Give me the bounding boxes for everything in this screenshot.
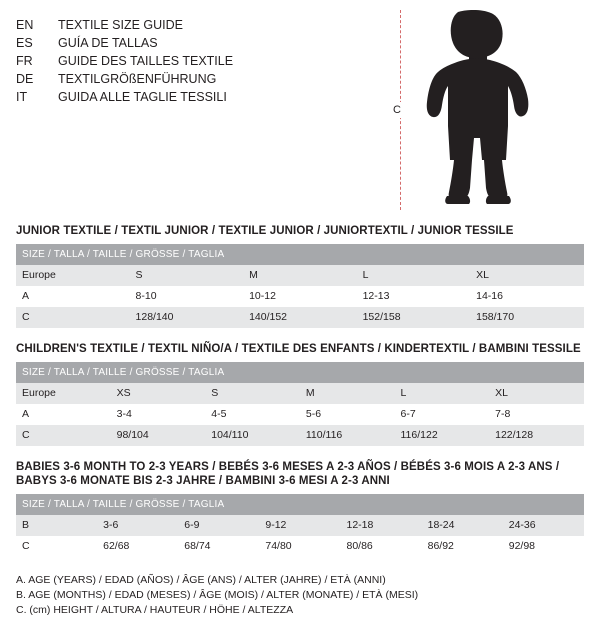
row-label: C	[16, 425, 111, 446]
language-title: GUÍA DE TALLAS	[58, 36, 158, 50]
section-children	[16, 342, 584, 446]
cell: 3-6	[97, 515, 178, 536]
cell: 152/158	[357, 307, 471, 328]
table-header-row	[16, 494, 584, 515]
table-header-row	[16, 244, 584, 265]
cell: 3-4	[111, 404, 206, 425]
table-header-cell: SIZE / TALLA / TAILLE / GRÖSSE / TAGLIA	[16, 244, 584, 265]
table-row	[16, 286, 584, 307]
legend	[16, 573, 584, 618]
cell: 9-12	[259, 515, 340, 536]
cell: XS	[111, 383, 206, 404]
cell: M	[300, 383, 395, 404]
size-table-junior	[16, 244, 584, 328]
row-label: A	[16, 404, 111, 425]
measurement-figure	[386, 10, 556, 210]
height-measure-label: C	[393, 104, 401, 116]
cell: 12-18	[341, 515, 422, 536]
child-silhouette-icon	[422, 10, 532, 206]
cell: XL	[470, 265, 584, 286]
legend-item-b: B. AGE (MONTHS) / EDAD (MESES) / ÂGE (MOIS) / ALTER (MONATE) / ETÀ (MESI)	[16, 589, 419, 601]
cell: 12-13	[357, 286, 471, 307]
cell: 128/140	[130, 307, 244, 328]
language-row	[16, 16, 233, 34]
table-row	[16, 404, 584, 425]
cell: 122/128	[489, 425, 584, 446]
cell: M	[243, 265, 357, 286]
cell: 92/98	[503, 536, 584, 557]
table-row	[16, 265, 584, 286]
cell: 6-9	[178, 515, 259, 536]
cell: 86/92	[422, 536, 503, 557]
cell: 14-16	[470, 286, 584, 307]
section-junior	[16, 224, 584, 328]
cell: 24-36	[503, 515, 584, 536]
cell: 8-10	[130, 286, 244, 307]
table-row	[16, 515, 584, 536]
table-row	[16, 536, 584, 557]
cell: 74/80	[259, 536, 340, 557]
cell: 4-5	[205, 404, 300, 425]
language-code: ES	[16, 36, 33, 50]
cell: L	[357, 265, 471, 286]
cell: 68/74	[178, 536, 259, 557]
language-row	[16, 70, 233, 88]
language-row	[16, 52, 233, 70]
cell: 140/152	[243, 307, 357, 328]
language-title-list	[16, 16, 233, 106]
table-header-cell: SIZE / TALLA / TAILLE / GRÖSSE / TAGLIA	[16, 362, 584, 383]
language-code: EN	[16, 18, 34, 32]
table-row	[16, 307, 584, 328]
language-row	[16, 88, 233, 106]
row-label: Europe	[16, 383, 111, 404]
section-title: CHILDREN'S TEXTILE / TEXTIL NIÑO/A / TEXTILE DES ENFANTS / KINDERTEXTIL / BAMBINI TESSILE	[16, 343, 581, 355]
language-title: GUIDA ALLE TAGLIE TESSILI	[58, 90, 227, 104]
language-code: DE	[16, 72, 34, 86]
language-title: TEXTILGRÖßENFÜHRUNG	[58, 72, 217, 86]
cell: L	[395, 383, 490, 404]
legend-item-a: A. AGE (YEARS) / EDAD (AÑOS) / ÂGE (ANS) / ALTER (JAHRE) / ETÀ (ANNI)	[16, 574, 386, 586]
cell: 104/110	[205, 425, 300, 446]
language-title: GUIDE DES TAILLES TEXTILE	[58, 54, 234, 68]
cell: 18-24	[422, 515, 503, 536]
size-table-children	[16, 362, 584, 446]
cell: 7-8	[489, 404, 584, 425]
language-code: FR	[16, 54, 33, 68]
language-code: IT	[16, 90, 28, 104]
cell: 62/68	[97, 536, 178, 557]
row-label: A	[16, 286, 130, 307]
cell: 6-7	[395, 404, 490, 425]
cell: 80/86	[341, 536, 422, 557]
row-label: Europe	[16, 265, 130, 286]
size-table-babies	[16, 494, 584, 557]
legend-item-c: C. (cm) HEIGHT / ALTURA / HAUTEUR / HÖHE / ALTEZZA	[16, 604, 294, 616]
cell: 116/122	[395, 425, 490, 446]
cell: 158/170	[470, 307, 584, 328]
row-label: C	[16, 536, 97, 557]
section-title	[16, 460, 584, 488]
section-title: JUNIOR TEXTILE / TEXTIL JUNIOR / TEXTILE JUNIOR / JUNIORTEXTIL / JUNIOR TESSILE	[16, 225, 514, 237]
table-row	[16, 383, 584, 404]
header	[16, 14, 584, 210]
table-header-cell: SIZE / TALLA / TAILLE / GRÖSSE / TAGLIA	[16, 494, 584, 515]
section-title-line2: BABYS 3-6 MONATE BIS 2-3 JAHRE / BAMBINI 3-6 MESI A 2-3 ANNI	[16, 475, 390, 487]
language-title: TEXTILE SIZE GUIDE	[58, 18, 184, 32]
cell: 98/104	[111, 425, 206, 446]
language-row	[16, 34, 233, 52]
row-label: C	[16, 307, 130, 328]
cell: 10-12	[243, 286, 357, 307]
cell: 5-6	[300, 404, 395, 425]
cell: S	[205, 383, 300, 404]
cell: 110/116	[300, 425, 395, 446]
row-label: B	[16, 515, 97, 536]
section-title-line1: BABIES 3-6 MONTH TO 2-3 YEARS / BEBÉS 3-6 MESES A 2-3 AÑOS / BÉBÉS 3-6 MOIS A 2-3 ANS /	[16, 461, 560, 473]
cell: S	[130, 265, 244, 286]
section-babies	[16, 460, 584, 557]
table-row	[16, 425, 584, 446]
cell: XL	[489, 383, 584, 404]
table-header-row	[16, 362, 584, 383]
